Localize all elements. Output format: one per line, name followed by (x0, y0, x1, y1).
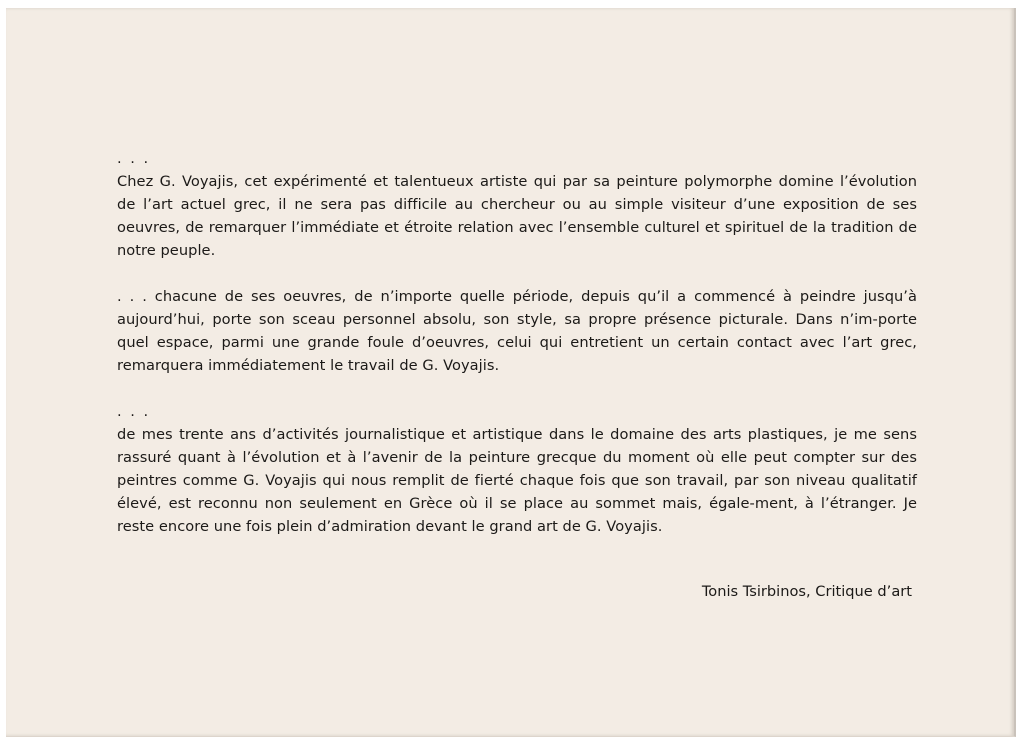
author-signature-line: Tonis Tsirbinos, Critique d’art (701, 583, 912, 600)
ellipsis-marker: . . . (117, 150, 151, 167)
ellipsis-marker-2: . . . (117, 403, 151, 420)
paragraph-1: Chez G. Voyajis, cet expérimenté et talentueux artiste qui par sa peinture polymorphe domine l’évolution de l’art actuel grec, il ne sera pas difficile au chercheur ou au simple visiteur d’une exposition de ses oeuvres, de remarquer l’immédiate et étroite relation avec l’ensemble culturel et spirituel de la tradition de notre peuple. (117, 173, 917, 259)
paragraph-2: . . . chacune de ses oeuvres, de n’importe quelle période, depuis qu’il a commencé à peindre jusqu’à aujourd’hui, porte son sceau personnel absolu, son style, sa propre présence picturale. Dans n’im-porte quel espace, parmi une grande foule d’oeuvres, celui qui entretient un certain contact avec l’art grec, remarquera immédiatement le travail de G. Voyajis. (117, 288, 917, 374)
paragraph-3: de mes trente ans d’activités journalistique et artistique dans le domaine des arts plastiques, je me sens rassuré quant à l’évolution et à l’avenir de la peinture grecque du moment où elle peut compter sur des peintres comme G. Voyajis qui nous remplit de fierté chaque fois que son travail, par son niveau qualitatif élevé, est reconnu non seulement en Grèce où il se place au sommet mais, égale-ment, à l’étranger. Je reste encore une fois plein d’admiration devant le grand art de G. Voyajis. (117, 426, 917, 535)
essay-text (117, 147, 917, 538)
